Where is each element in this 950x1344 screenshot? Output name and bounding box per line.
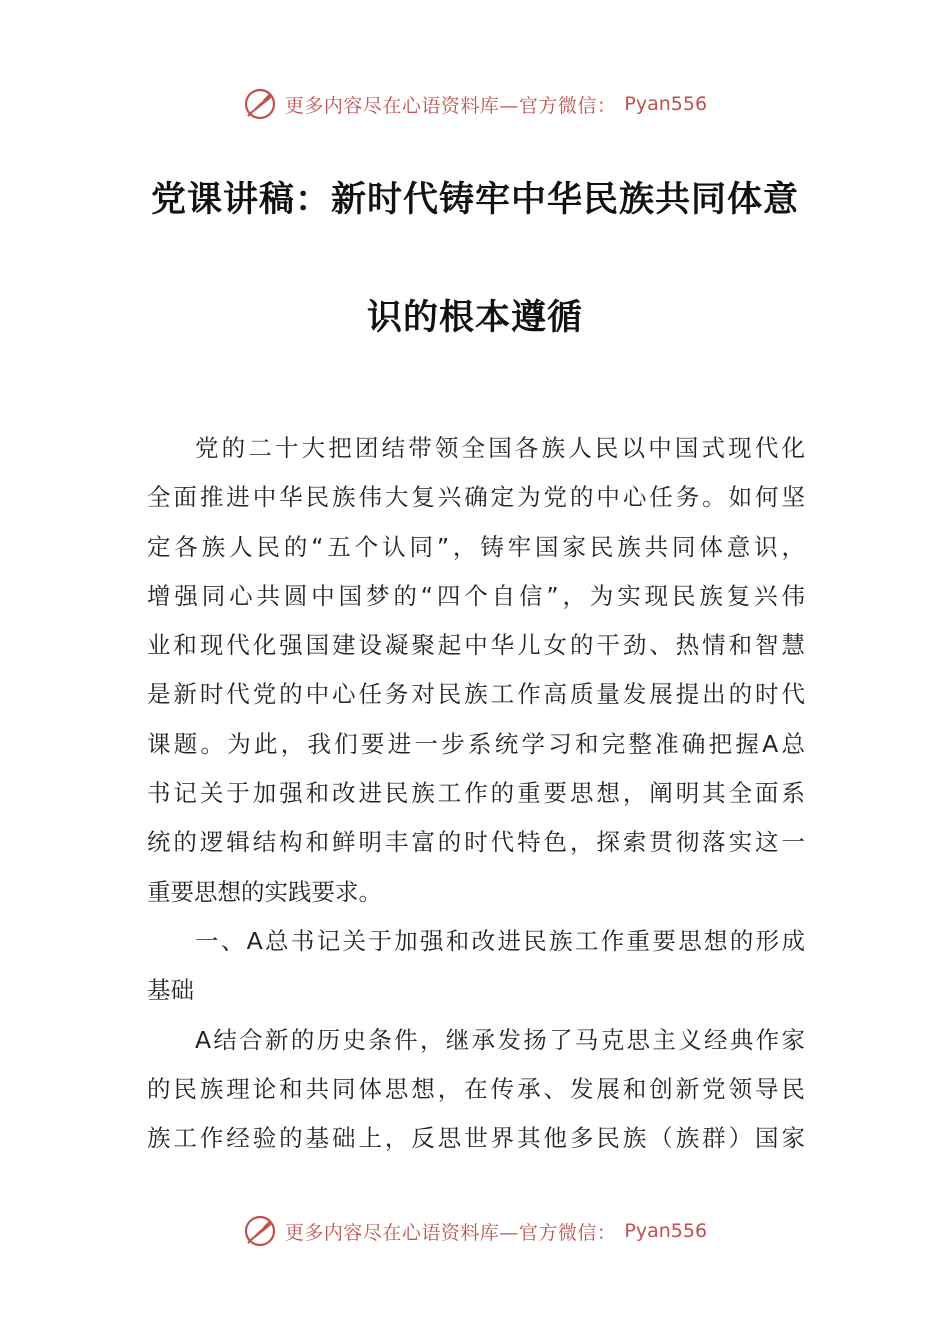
watermark-wechat-id: Pyan556 — [624, 93, 708, 115]
footer-watermark — [0, 1211, 950, 1251]
body-line: 定各族人民的“五个认同”，铸牢国家民族共同体意识， — [147, 532, 805, 561]
body-line: 是新时代党的中心任务对民族工作高质量发展提出的时代 — [147, 680, 805, 709]
header-watermark — [0, 84, 950, 124]
section-heading-line: 基础 — [147, 976, 194, 1005]
body-line: 党的二十大把团结带领全国各族人民以中国式现代化 — [195, 434, 805, 462]
body-line: 全面推进中华民族伟大复兴确定为党的中心任务。如何坚 — [147, 483, 805, 512]
body-line: 课题。为此，我们要进一步系统学习和完整准确把握A总 — [147, 729, 805, 758]
body-line: 增强同心共圆中国梦的“四个自信”，为实现民族复兴伟 — [147, 581, 805, 610]
body-line: 重要思想的实践要求。 — [147, 877, 382, 906]
section-heading-line: 一、A总书记关于加强和改进民族工作重要思想的形成 — [195, 926, 805, 955]
document-title-line-1: 党课讲稿：新时代铸牢中华民族共同体意 — [150, 180, 799, 220]
document-body — [147, 424, 805, 1163]
body-line: A结合新的历史条件，继承发扬了马克思主义经典作家 — [195, 1025, 805, 1054]
body-line: 统的逻辑结构和鲜明丰富的时代特色，探索贯彻落实这一 — [147, 828, 805, 857]
document-title-line-2: 识的根本遵循 — [366, 298, 583, 338]
watermark-text: 更多内容尽在心语资料库—官方微信： — [284, 1221, 617, 1244]
quill-logo-icon — [243, 87, 277, 121]
watermark-text: 更多内容尽在心语资料库—官方微信： — [284, 94, 617, 117]
body-line: 的民族理论和共同体思想，在传承、发展和创新党领导民 — [147, 1074, 805, 1103]
body-line: 书记关于加强和改进民族工作的重要思想，阐明其全面系 — [147, 779, 805, 808]
watermark-wechat-id: Pyan556 — [624, 1220, 708, 1242]
quill-logo-icon — [243, 1214, 277, 1248]
body-line: 族工作经验的基础上，反思世界其他多民族（族群）国家 — [147, 1124, 805, 1153]
body-line: 业和现代化强国建设凝聚起中华儿女的干劲、热情和智慧 — [147, 631, 805, 660]
